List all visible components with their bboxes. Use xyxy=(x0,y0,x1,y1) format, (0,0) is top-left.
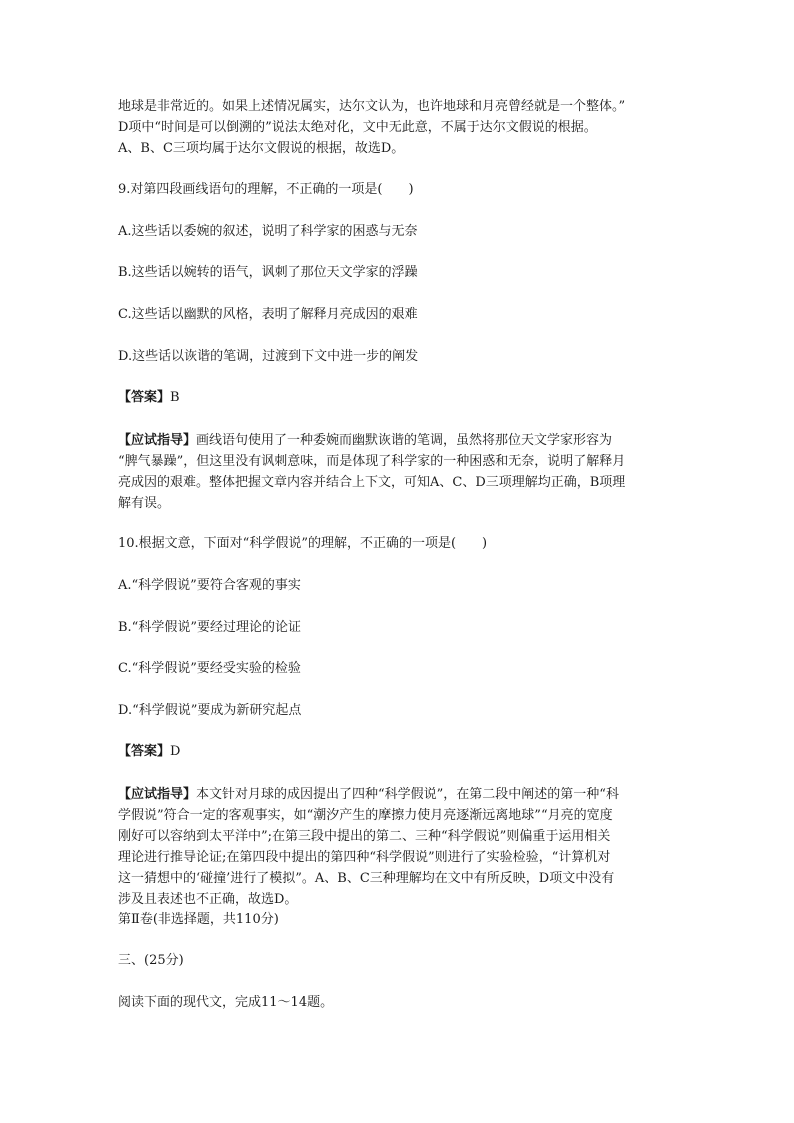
answer-value: D xyxy=(170,744,181,759)
guide-line: 这一猜想中的‘碰撞’进行了模拟”。A、B、C三种理解均在文中有所反映，D项文中没有 xyxy=(118,871,615,886)
guide-label: 【应试指导】 xyxy=(118,433,197,448)
q9-guide xyxy=(118,430,678,514)
guide-label: 【应试指导】 xyxy=(118,787,197,802)
q10-option-a: A.“科学假说”要符合客观的事实 xyxy=(118,578,301,593)
q10-stem: 10.根据文意，下面对“科学假说”的理解，不正确的一项是( ) xyxy=(118,536,488,551)
guide-line: 涉及且表述也不正确，故选D。 xyxy=(118,892,298,907)
guide-line: 刚好可以容纳到太平洋中”;在第三段中提出的第二、三种“科学假说”则偏重于运用相关 xyxy=(118,829,611,844)
guide-line: 理论进行推导论证;在第四段中提出的第四种“科学假说”则进行了实验检验，“计算机对 xyxy=(118,850,611,865)
guide-text: 本文针对月球的成因提出了四种“科学假说”，在第二段中阐述的第一种“科 xyxy=(196,787,619,802)
guide-line: 解有误。 xyxy=(118,496,171,511)
guide-line: 亮成因的艰难。整体把握文章内容并结合上下文，可知A、C、D三项理解均正确，B项理 xyxy=(118,475,626,490)
intro-line: D项中“时间是可以倒溯的”说法太绝对化，文中无此意，不属于达尔文假说的根据。 xyxy=(118,120,597,135)
q10-answer xyxy=(118,742,678,762)
intro-line: 地球是非常近的。如果上述情况属实，达尔文认为，也许地球和月亮曾经就是一个整体。” xyxy=(118,99,626,114)
section-heading: 三、(25分) xyxy=(118,953,184,968)
answer-label: 【答案】 xyxy=(118,390,171,405)
q10-guide xyxy=(118,784,678,910)
q10-option-b: B.“科学假说”要经过理论的论证 xyxy=(118,620,301,635)
q9-option-a: A.这些话以委婉的叙述，说明了科学家的困惑与无奈 xyxy=(118,224,418,239)
guide-line: “脾气暴躁”，但这里没有讽刺意味，而是体现了科学家的一种困惑和无奈，说明了解释月 xyxy=(118,454,626,469)
q9-answer xyxy=(118,388,678,408)
answer-value: B xyxy=(170,390,180,405)
q9-option-b: B.这些话以婉转的语气，讽刺了那位天文学家的浮躁 xyxy=(118,265,418,280)
q9-stem: 9.对第四段画线语句的理解，不正确的一项是( ) xyxy=(118,182,414,197)
q10-option-c: C.“科学假说”要经受实验的检验 xyxy=(118,661,301,676)
guide-line: 学假说”符合一定的客观事实，如“潮汐产生的摩擦力使月亮逐渐远离地球”“月亮的宽度 xyxy=(118,808,613,823)
guide-line xyxy=(118,784,678,805)
intro-paragraph xyxy=(118,96,678,159)
guide-line xyxy=(118,430,678,451)
part2-title: 第Ⅱ卷(非选择题，共110分) xyxy=(118,912,279,927)
reading-instruction: 阅读下面的现代文，完成11～14题。 xyxy=(118,995,334,1010)
answer-label: 【答案】 xyxy=(118,744,171,759)
guide-text: 画线语句使用了一种委婉而幽默诙谐的笔调，虽然将那位天文学家形容为 xyxy=(196,433,613,448)
intro-line: A、B、C三项均属于达尔文假说的根据，故选D。 xyxy=(118,141,405,156)
q10-option-d: D.“科学假说”要成为新研究起点 xyxy=(118,703,302,718)
q9-option-d: D.这些话以诙谐的笔调，过渡到下文中进一步的阐发 xyxy=(118,349,419,364)
q9-option-c: C.这些话以幽默的风格，表明了解释月亮成因的艰难 xyxy=(118,307,418,322)
